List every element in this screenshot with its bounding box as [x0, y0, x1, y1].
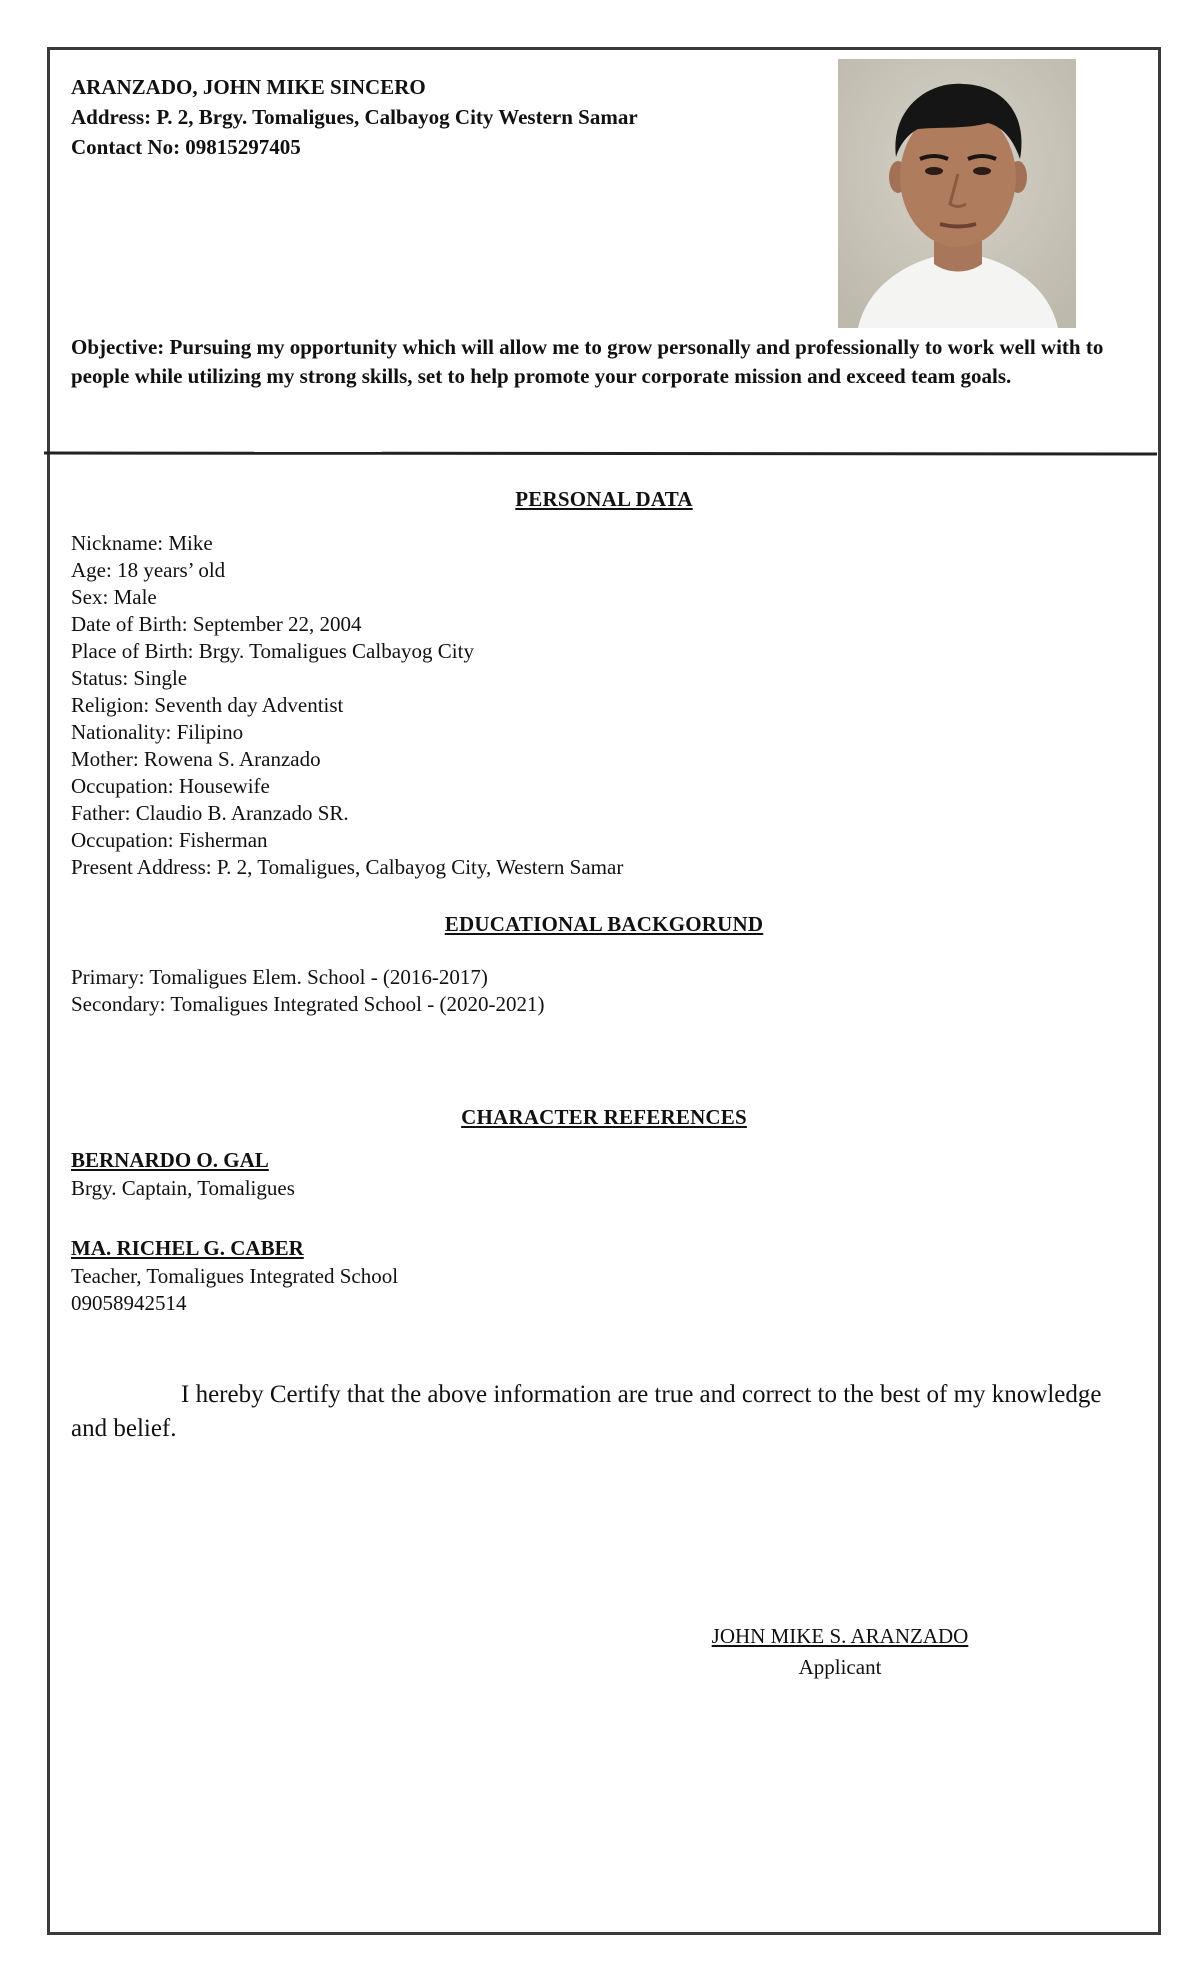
applicant-name: ARANZADO, JOHN MIKE SINCERO: [71, 75, 426, 99]
education-primary: Primary: Tomaligues Elem. School - (2016-2017): [71, 965, 488, 989]
personal-present-address: Present Address: P. 2, Tomaligues, Calbayog City, Western Samar: [71, 855, 624, 879]
education-secondary: Secondary: Tomaligues Integrated School - (2020-2021): [71, 992, 545, 1016]
reference-2-phone: 09058942514: [71, 1291, 187, 1315]
personal-sex: Sex: Male: [71, 585, 157, 609]
personal-father-occupation: Occupation: Fisherman: [71, 828, 268, 852]
personal-status: Status: Single: [71, 666, 188, 690]
reference-1-detail: Brgy. Captain, Tomaligues: [71, 1176, 295, 1200]
reference-2-name: MA. RICHEL G. CABER: [71, 1236, 304, 1260]
resume-page: [47, 47, 1161, 1935]
personal-religion: Religion: Seventh day Adventist: [71, 693, 344, 717]
personal-mother-occupation: Occupation: Housewife: [71, 774, 270, 798]
certification-statement: [71, 1378, 1131, 1446]
personal-father: Father: Claudio B. Aranzado SR.: [71, 801, 349, 825]
personal-age: Age: 18 years’ old: [71, 558, 226, 582]
applicant-address: Address: P. 2, Brgy. Tomaligues, Calbayog City Western Samar: [71, 105, 638, 129]
personal-mother: Mother: Rowena S. Aranzado: [71, 747, 321, 771]
personal-nationality: Nationality: Filipino: [71, 720, 244, 744]
reference-2-detail: Teacher, Tomaligues Integrated School: [71, 1264, 399, 1288]
resume-header: [50, 50, 1158, 455]
personal-data-heading: PERSONAL DATA: [515, 487, 693, 511]
applicant-photo: [838, 59, 1076, 328]
references-heading: CHARACTER REFERENCES: [461, 1105, 747, 1129]
personal-nickname: Nickname: Mike: [71, 531, 213, 555]
certification-text: I hereby Certify that the above information are true and correct to the best of my knowledge and belief.: [71, 1381, 1102, 1442]
applicant-contact: Contact No: 09815297405: [71, 135, 301, 159]
personal-date-of-birth: Date of Birth: September 22, 2004: [71, 612, 362, 636]
education-heading: EDUCATIONAL BACKGORUND: [444, 912, 764, 936]
personal-place-of-birth: Place of Birth: Brgy. Tomaligues Calbayog City: [71, 639, 474, 663]
signature-name: JOHN MIKE S. ARANZADO: [711, 1624, 969, 1648]
signature-role: Applicant: [798, 1655, 882, 1679]
reference-1-name: BERNARDO O. GAL: [71, 1148, 269, 1172]
objective-statement: Objective: Pursuing my opportunity which will allow me to grow personally and professionally to work well with to people while utilizing my strong skills, set to help promote your corporate mission and exceed team goals.: [71, 335, 1104, 388]
